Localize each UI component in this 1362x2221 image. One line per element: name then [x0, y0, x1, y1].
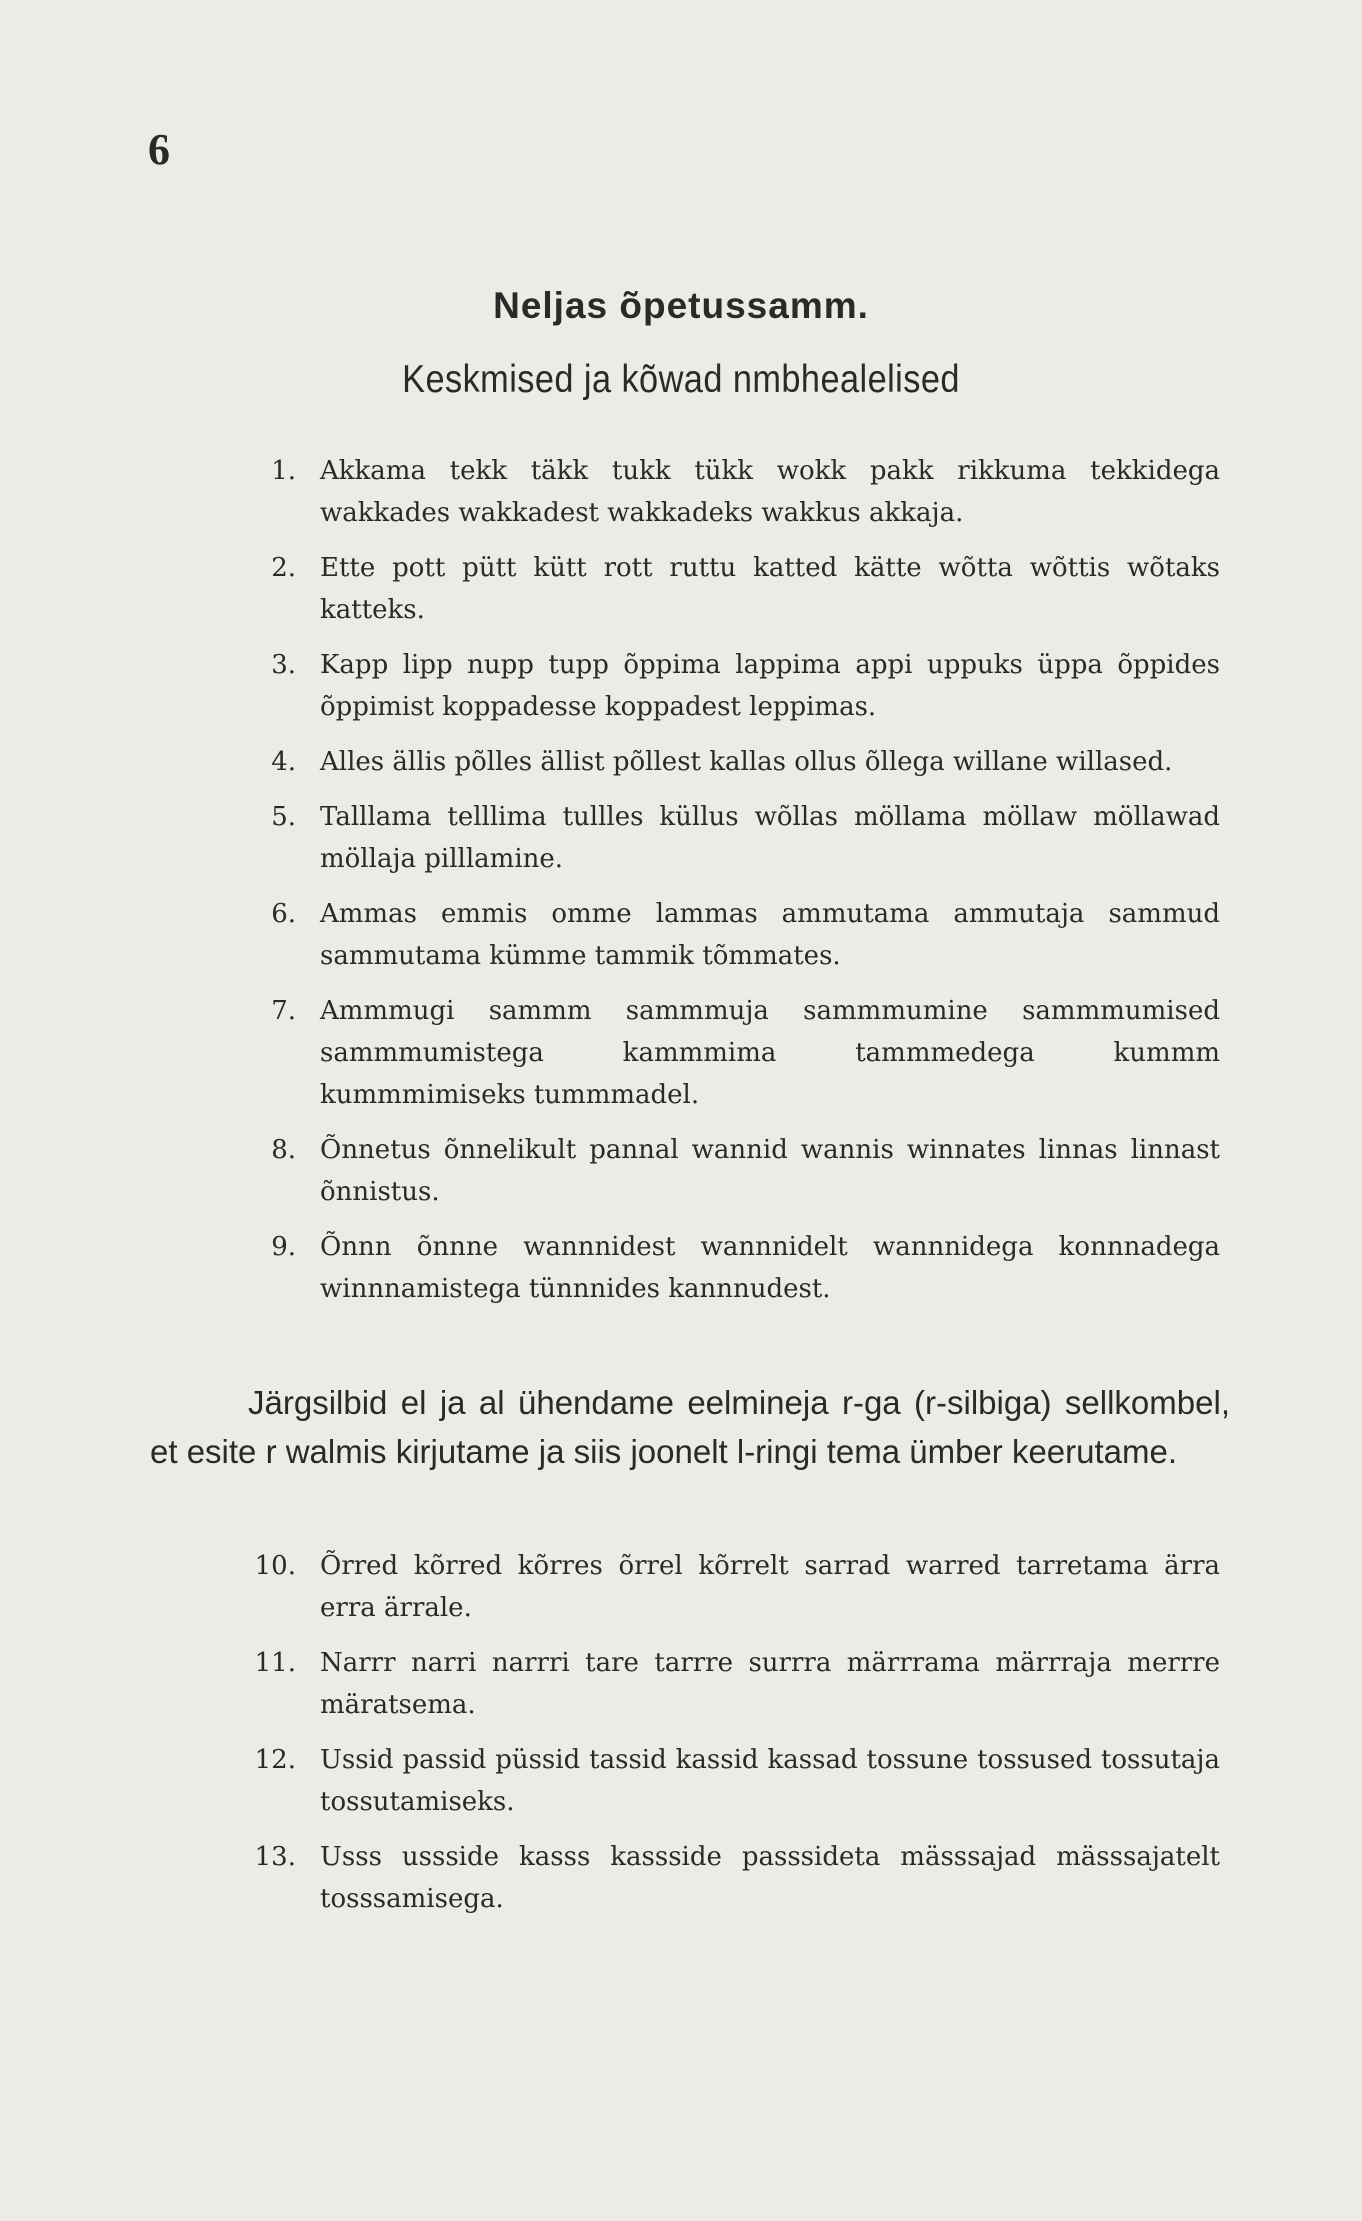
exercise-text: Talllama telllima tullles küllus wõllas möllama möllaw möllawad möllaja pilllamine. — [320, 802, 1220, 874]
exercise-item — [250, 1226, 1220, 1310]
exercise-number: 13. — [254, 1842, 296, 1872]
page-number: 6 — [148, 125, 170, 174]
exercise-number: 12. — [254, 1745, 296, 1775]
exercise-number: 6. — [271, 899, 296, 929]
exercise-number: 7. — [271, 996, 296, 1026]
exercise-item — [250, 990, 1220, 1116]
exercise-item — [250, 547, 1220, 631]
exercise-text: Alles ällis põlles ällist põllest kallas ollus õllega willane willased. — [320, 747, 1173, 777]
exercise-list-second — [250, 1545, 1220, 1933]
exercise-text: Kapp lipp nupp tupp õppima lappima appi uppuks üppa õppides õppimist koppadesse koppadest leppimas. — [320, 650, 1220, 722]
exercise-number: 2. — [271, 553, 296, 583]
exercise-number: 5. — [271, 802, 296, 832]
exercise-number: 1. — [271, 456, 296, 486]
exercise-item — [250, 1129, 1220, 1213]
exercise-item — [250, 1545, 1220, 1629]
exercise-text: Õrred kõrred kõrres õrrel kõrrelt sarrad warred tarretama ärra erra ärrale. — [320, 1551, 1220, 1623]
exercise-text: Usss ussside kasss kassside passsideta mässsajad mässsajatelt tosssamisega. — [320, 1842, 1220, 1914]
exercise-text: Õnnetus õnnelikult pannal wannid wannis winnates linnas linnast õnnistus. — [320, 1135, 1220, 1207]
exercise-list-first — [250, 450, 1220, 1323]
exercise-text: Akkama tekk täkk tukk tükk wokk pakk rikkuma tekkidega wakkades wakkadest wakkadeks wakkus akkaja. — [320, 456, 1220, 528]
exercise-item — [250, 1836, 1220, 1920]
exercise-item — [250, 450, 1220, 534]
lesson-subtitle: Keskmised ja kõwad nmbhealelised — [402, 358, 960, 401]
exercise-text: Ette pott pütt kütt rott ruttu katted kätte wõtta wõttis wõtaks katteks. — [320, 553, 1220, 625]
exercise-text: Ussid passid püssid tassid kassid kassad tossune tossused tossutaja tossutamiseks. — [320, 1745, 1220, 1817]
exercise-item — [250, 1642, 1220, 1726]
exercise-item — [250, 644, 1220, 728]
exercise-text: Narrr narri narrri tare tarrre surrra märrrama märrraja merrre märatsema. — [320, 1648, 1220, 1720]
exercise-number: 3. — [271, 650, 296, 680]
exercise-number: 9. — [271, 1232, 296, 1262]
exercise-item — [250, 1739, 1220, 1823]
instruction-paragraph: Järgsilbid el ja al ühendame eelmineja r-ga (r-silbiga) sellkombel, et esite r walmis kirjutame ja siis joonelt l-ringi tema ümber keerutame. — [150, 1384, 1230, 1470]
exercise-item — [250, 741, 1220, 783]
exercise-item — [250, 796, 1220, 880]
exercise-text: Ammmugi sammm sammmuja sammmumine sammmumised sammmumistega kammmima tammmedega kummm kummmimiseks tummmadel. — [320, 996, 1220, 1110]
lesson-title: Neljas õpetussamm. — [493, 285, 869, 326]
exercise-number: 8. — [271, 1135, 296, 1165]
exercise-item — [250, 893, 1220, 977]
exercise-text: Ammas emmis omme lammas ammutama ammutaja sammud sammutama kümme tammik tõmmates. — [320, 899, 1220, 971]
exercise-number: 11. — [254, 1648, 296, 1678]
exercise-number: 10. — [254, 1551, 296, 1581]
exercise-text: Õnnn õnnne wannnidest wannnidelt wannnidega konnnadega winnnamistega tünnnides kannnudest. — [320, 1232, 1220, 1304]
exercise-number: 4. — [271, 747, 296, 777]
